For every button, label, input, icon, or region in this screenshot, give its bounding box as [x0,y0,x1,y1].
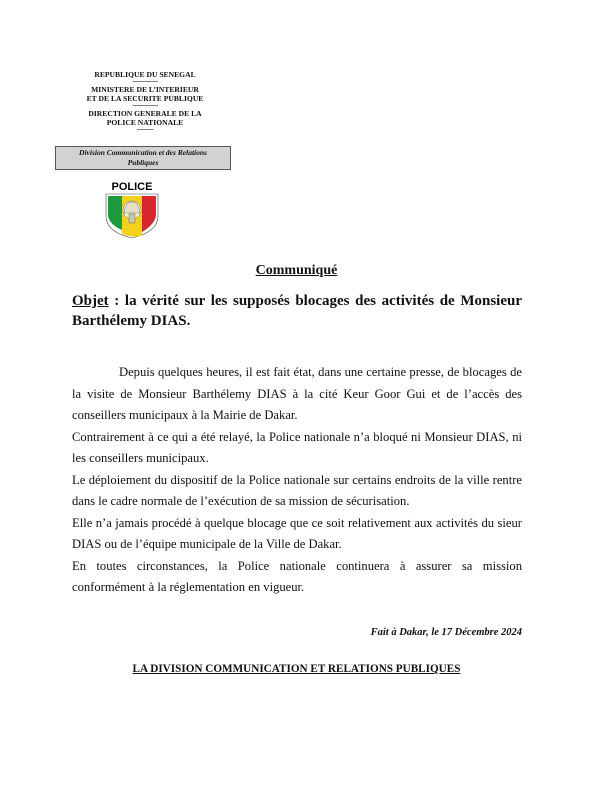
body-paragraph: Le déploiement du dispositif de la Police nationale sur certains endroits de la ville rentre dans le cadre normale de l’exécution de sa mission de sécurisation. [72,472,522,508]
ministry-name-line1: MINISTERE DE L’INTERIEUR [91,85,199,94]
police-logo [100,180,164,240]
body-paragraph: En toutes circonstances, la Police nationale continuera à assurer sa mission conformément à la réglementation en vigueur. [72,558,522,594]
separator: ----------- [136,127,154,133]
body-paragraph: Elle n’a jamais procédé à quelque blocage que ce soit relativement aux activités du sieur DIAS ou de l’équipe municipale de la Ville de Dakar. [72,515,522,551]
body-paragraph: Contrairement à ce qui a été relayé, la Police nationale n’a bloqué ni Monsieur DIAS, ni les conseillers municipaux. [72,429,522,465]
body-paragraph: Depuis quelques heures, il est fait état, dans une certaine presse, de blocages de la visite de Monsieur Barthélemy DIAS à la cité Keur Goor Gui et de l’accès des conseillers municipaux à la Mairie de Dakar. [72,365,522,422]
direction-name-line1: DIRECTION GENERALE DE LA [88,109,202,118]
separator: ----------------- [132,79,158,85]
letterhead [50,70,240,133]
signature-date: Fait à Dakar, le 17 Décembre 2024 [370,627,522,638]
issuing-division: LA DIVISION COMMUNICATION ET RELATIONS PUBLIQUES [132,663,461,675]
subject-label: Objet [72,293,109,309]
subject-text: : la vérité sur les supposés blocages des activités de Monsieur Barthélemy DIAS. [72,293,522,329]
document-title: Communiqué [255,263,338,278]
division-banner [55,146,231,170]
country-name: REPUBLIQUE DU SENEGAL [94,70,196,79]
direction-name-line2: POLICE NATIONALE [106,118,184,127]
police-logo-text: POLICE [111,181,153,193]
division-name-line1: Division Communication et des Relations [79,148,207,157]
separator: ----------------- [132,103,158,109]
document-body [72,362,522,599]
subject-line [72,291,522,331]
shield-icon [106,194,158,238]
division-name-line2: Publiques [127,158,159,167]
ministry-name-line2: ET DE LA SECURITE PUBLIQUE [86,94,204,103]
